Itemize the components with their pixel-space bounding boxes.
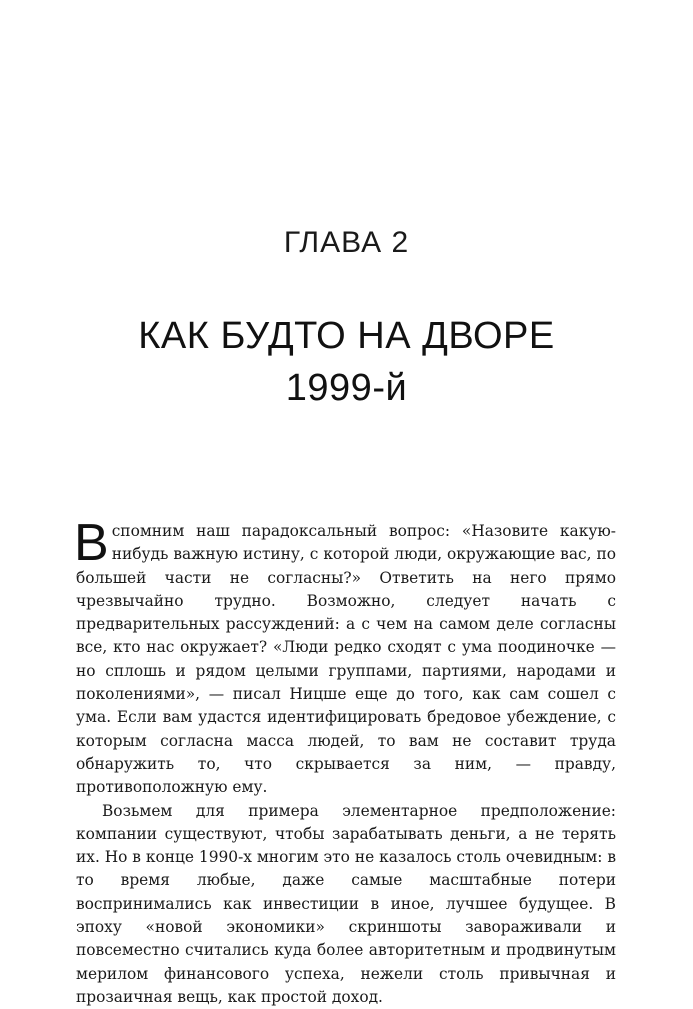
chapter-title-line-1: КАК БУДТО НА ДВОРЕ (138, 315, 555, 357)
chapter-number: ГЛАВА 2 (283, 226, 410, 259)
paragraph-1-text: спомним наш парадоксальный вопрос: «Назовите какую-нибудь важную истину, с которой люди, окружающие вас, по большей части не согласны?» Ответить на него прямо чрезвычайно трудно. Возможно, следует начать с предварительных рассуждений: а с чем на самом деле согласны все, кто нас окружает? «Люди редко сходят с ума поодиночке — но сплошь и рядом целыми группами, партиями, народами и поколениями», — писал Ницше еще до того, как сам сошел с ума. Если вам удастся идентифицировать бредовое убеждение, с которым согласна масса людей, то вам не составит труда обнаружить то, что скрывается за ним, — правду, противоположную ему. (76, 522, 616, 797)
paragraph-2: Возьмем для примера элементарное предположение: компании существуют, чтобы зарабатывать деньги, а не терять их. Но в конце 1990-х многим это не казалось столь очевидным: в то время любые, даже самые масштабные потери воспринимались как инвестиции в иное, лучшее будущее. В эпоху «новой экономики» скриншоты завораживали и повсеместно считались куда более авторитетным и продвинутым мерилом финансового успеха, нежели столь привычная и прозаичная вещь, как простой доход. (76, 801, 616, 1006)
drop-cap: В (74, 514, 109, 572)
paragraph-1 (74, 514, 616, 800)
chapter-title (0, 310, 693, 414)
chapter-title-line-2: 1999-й (285, 367, 408, 409)
body-text (74, 514, 616, 1009)
